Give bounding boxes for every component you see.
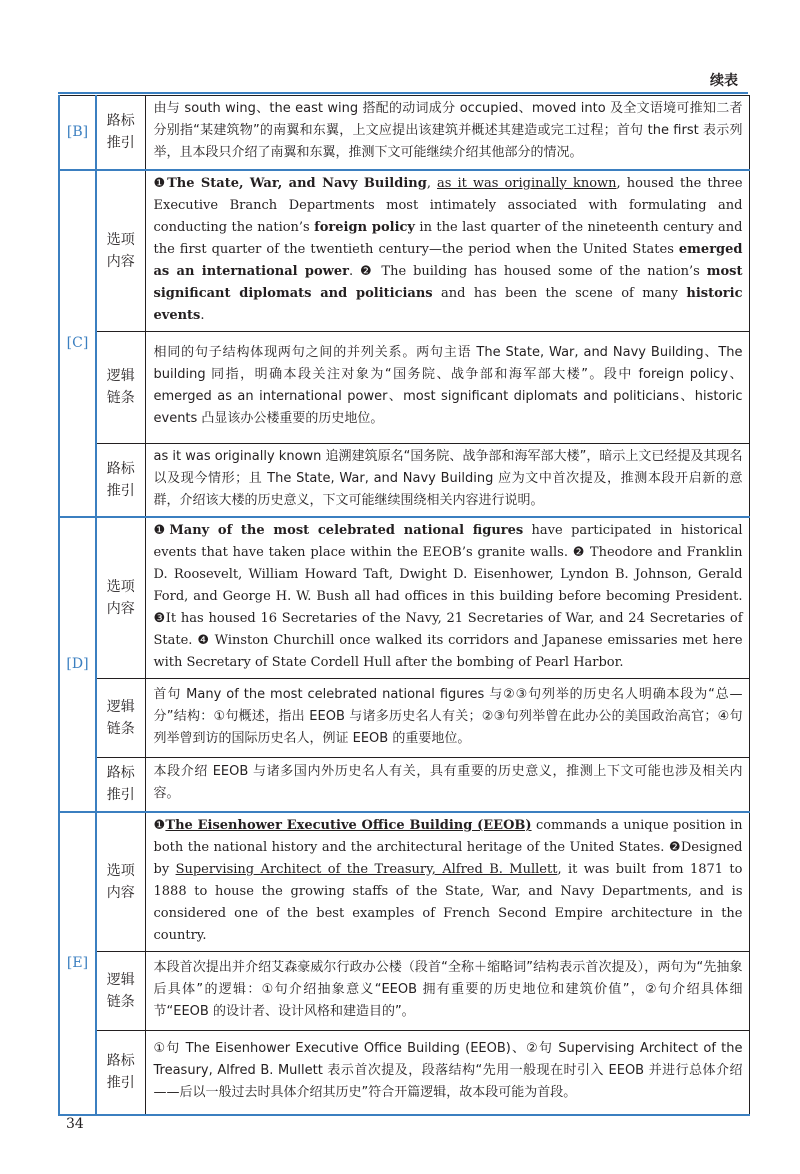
option-text: ❶The Eisenhower Executive Office Building (EEOB) commands a unique position in both the national history and the architectural heritage of the United States. ❷Designed by Supervising Architect of the Treasury, Alfred B. Mullett, it was built from 1871 to 1888 to house the growing staffs of the State, War, and Navy Departments, and is considered one of the best examples of French Second Empire architecture in the country.: [145, 812, 749, 952]
label-clue: 路标 推引: [96, 443, 145, 517]
option-text: ❶The State, War, and Navy Building, as it was originally known, housed the three Executive Branch Departments most intimately associated with formulating and conducting the nation’s foreign policy in the last quarter of the nineteenth century and the first quarter of the twentieth century—the period when the United States emerged as an international power. ❷ The building has housed some of the nation’s most significant diplomats and politicians and has been the scene of many historic events.: [145, 170, 749, 332]
label-clue: 路标 推引: [96, 757, 145, 812]
logic-text: 首句 Many of the most celebrated national figures 与②③句列举的历史名人明确本段为“总—分”结构：①句概述，指出 EEOB 与诸多历史名人有关；②③句列举曾在此办公的美国政治高官；④句列举曾到访的国际历史名人，例证 EEOB 的重要地位。: [145, 678, 749, 757]
continued-table-label: 续表: [710, 73, 738, 89]
paragraph-letter-d: [D]: [59, 517, 96, 813]
row-c-option: [59, 170, 749, 332]
label-option: 选项 内容: [96, 170, 145, 332]
clue-text: 本段介绍 EEOB 与诸多国内外历史名人有关，具有重要的历史意义，推测上下文可能也涉及相关内容。: [145, 757, 749, 812]
clue-text: as it was originally known 追溯建筑原名“国务院、战争部和海军部大楼”，暗示上文已经提及其现名以及现今情形；且 The State, War, and Navy Building 应为文中首次提及，推测本段开启新的意群，介绍该大楼的历史意义，下文可能继续围绕相关内容进行说明。: [145, 443, 749, 517]
clue-text: 由与 south wing、the east wing 搭配的动词成分 occupied、moved into 及全文语境可推知二者分别指“某建筑物”的南翼和东翼，上文应提出该建筑并概述其建造或完工过程；首句 the first 表示列举，且本段只介绍了南翼和东翼，推测下文可能继续介绍其他部分的情况。: [145, 96, 749, 170]
paragraph-letter-e: [E]: [59, 812, 96, 1115]
label-clue: 路标 推引: [96, 1031, 145, 1115]
row-e-option: [59, 812, 749, 952]
row-d-option: [59, 517, 749, 679]
row-c-logic: [59, 331, 749, 443]
row-e-clue: [59, 1031, 749, 1115]
row-c-clue: [59, 443, 749, 517]
row-e-logic: [59, 952, 749, 1031]
label-option: 选项 内容: [96, 812, 145, 952]
label-logic: 逻辑 链条: [96, 331, 145, 443]
page-number: 34: [66, 1116, 84, 1132]
paragraph-letter-c: [C]: [59, 170, 96, 517]
top-rule: [58, 92, 748, 94]
logic-text: 本段首次提出并介绍艾森豪威尔行政办公楼（段首“全称＋缩略词”结构表示首次提及），两句为“先抽象后具体”的逻辑：①句介绍抽象意义“EEOB 拥有重要的历史地位和建筑价值”，②句介绍具体细节“EEOB 的设计者、设计风格和建造目的”。: [145, 952, 749, 1031]
label-logic: 逻辑 链条: [96, 952, 145, 1031]
row-d-logic: [59, 678, 749, 757]
analysis-table: [58, 95, 750, 1116]
row-d-clue: [59, 757, 749, 812]
label-option: 选项 内容: [96, 517, 145, 679]
paragraph-letter-b: [B]: [59, 96, 96, 170]
clue-text: ①句 The Eisenhower Executive Office Building (EEOB)、②句 Supervising Architect of the Treasury, Alfred B. Mullett 表示首次提及，段落结构“先用一般现在时引入 EEOB 并进行总体介绍——后以一般过去时具体介绍其历史”符合开篇逻辑，故本段可能为首段。: [145, 1031, 749, 1115]
option-text: ❶Many of the most celebrated national figures have participated in historical events that have taken place within the EEOB’s granite walls. ❷ Theodore and Franklin D. Roosevelt, William Howard Taft, Dwight D. Eisenhower, Lyndon B. Johnson, Gerald Ford, and George H. W. Bush all had offices in this building before becoming President. ❸It has housed 16 Secretaries of the Navy, 21 Secretaries of War, and 24 Secretaries of State. ❹ Winston Churchill once walked its corridors and Japanese emissaries met here with Secretary of State Cordell Hull after the bombing of Pearl Harbor.: [145, 517, 749, 679]
logic-text: 相同的句子结构体现两句之间的并列关系。两句主语 The State, War, and Navy Building、The building 同指，明确本段关注对象为“国务院、战争部和海军部大楼”。段中 foreign policy、emerged as an international power、most significant diplomats and politicians、historic events 凸显该办公楼重要的历史地位。: [145, 331, 749, 443]
row-b-clue: [59, 96, 749, 170]
label-clue: 路标 推引: [96, 96, 145, 170]
label-logic: 逻辑 链条: [96, 678, 145, 757]
